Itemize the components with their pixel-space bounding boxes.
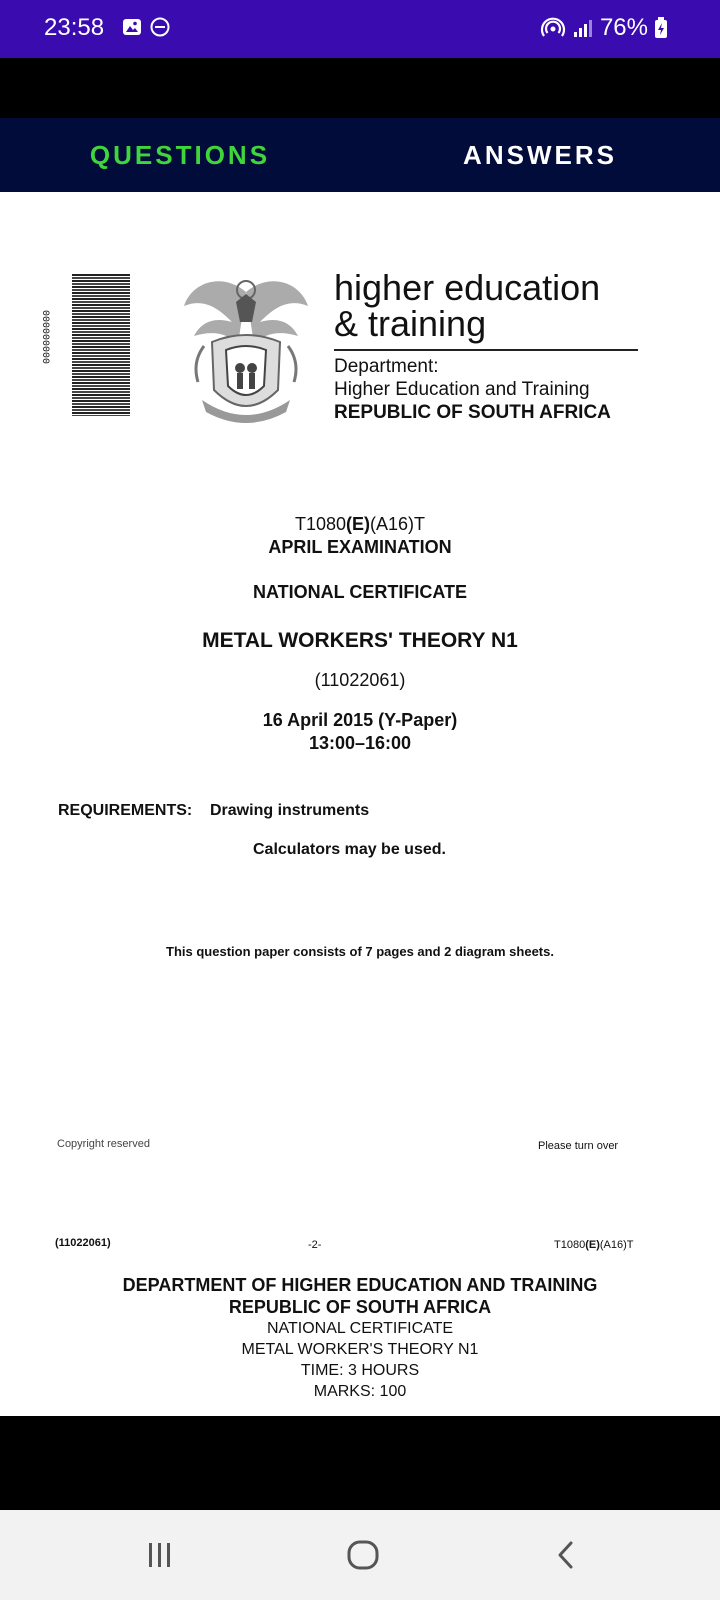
paper-code: T1080(E)(A16)T [294, 514, 426, 534]
requirements-label: REQUIREMENTS: [58, 802, 193, 819]
tab-bar [0, 118, 720, 192]
bottom-gap [0, 1416, 720, 1510]
do-not-disturb-icon [150, 17, 170, 37]
turn-over-note: Please turn over [538, 1140, 619, 1152]
barcode-number: 000000000 [39, 310, 50, 365]
page2-certificate: NATIONAL CERTIFICATE [266, 1320, 454, 1337]
page2-time: TIME: 3 HOURS [300, 1362, 420, 1379]
tab-answers[interactable]: ANSWERS [463, 139, 617, 170]
pages-note: This question paper consists of 7 pages and 2 diagram sheets. [166, 944, 554, 959]
requirement-drawing-instruments: Drawing instruments [210, 802, 370, 819]
gallery-icon [122, 17, 142, 37]
home-icon[interactable] [347, 1540, 379, 1570]
page2-heading-1: DEPARTMENT OF HIGHER EDUCATION AND TRAINING [122, 1275, 598, 1295]
battery-percent: 76% [599, 14, 648, 41]
coat-of-arms-logo [182, 272, 310, 430]
subject-code: (11022061) [314, 670, 406, 690]
question-paper-viewer[interactable] [0, 192, 720, 1416]
page2-subject-code: (11022061) [55, 1237, 111, 1249]
hotspot-icon [540, 17, 566, 39]
navigation-bar [0, 1510, 720, 1600]
logo-rule [334, 349, 638, 351]
page2-heading-2: REPUBLIC OF SOUTH AFRICA [228, 1297, 492, 1317]
page2-marks: MARKS: 100 [313, 1383, 407, 1400]
barcode [72, 274, 130, 416]
department-label: Department: [334, 356, 439, 377]
logo-title-line1: higher education [334, 267, 601, 308]
requirement-calculators: Calculators may be used. [253, 841, 446, 858]
exam-time: 13:00–16:00 [308, 733, 412, 753]
page2-subject: METAL WORKER'S THEORY N1 [241, 1341, 479, 1358]
tab-questions[interactable]: QUESTIONS [89, 139, 271, 170]
page2-paper-code: T1080(E)(A16)T [554, 1239, 634, 1251]
logo-title-line2: & training [334, 303, 487, 344]
exam-session: APRIL EXAMINATION [268, 537, 452, 557]
status-time: 23:58 [44, 14, 105, 41]
recent-apps-icon[interactable] [146, 1542, 174, 1568]
department-country: REPUBLIC OF SOUTH AFRICA [334, 402, 611, 423]
app-bar-spacer [0, 58, 720, 118]
signal-icon [572, 18, 594, 38]
page2-number: -2- [308, 1239, 322, 1251]
exam-date: 16 April 2015 (Y-Paper) [262, 710, 458, 730]
certificate-title: NATIONAL CERTIFICATE [253, 582, 467, 602]
page-break [0, 1202, 720, 1206]
copyright-notice: Copyright reserved [57, 1138, 150, 1150]
battery-charging-icon [654, 17, 668, 39]
back-icon[interactable] [555, 1540, 577, 1570]
department-name: Higher Education and Training [334, 379, 590, 400]
subject-title: METAL WORKERS' THEORY N1 [202, 629, 518, 652]
status-bar [0, 0, 720, 58]
